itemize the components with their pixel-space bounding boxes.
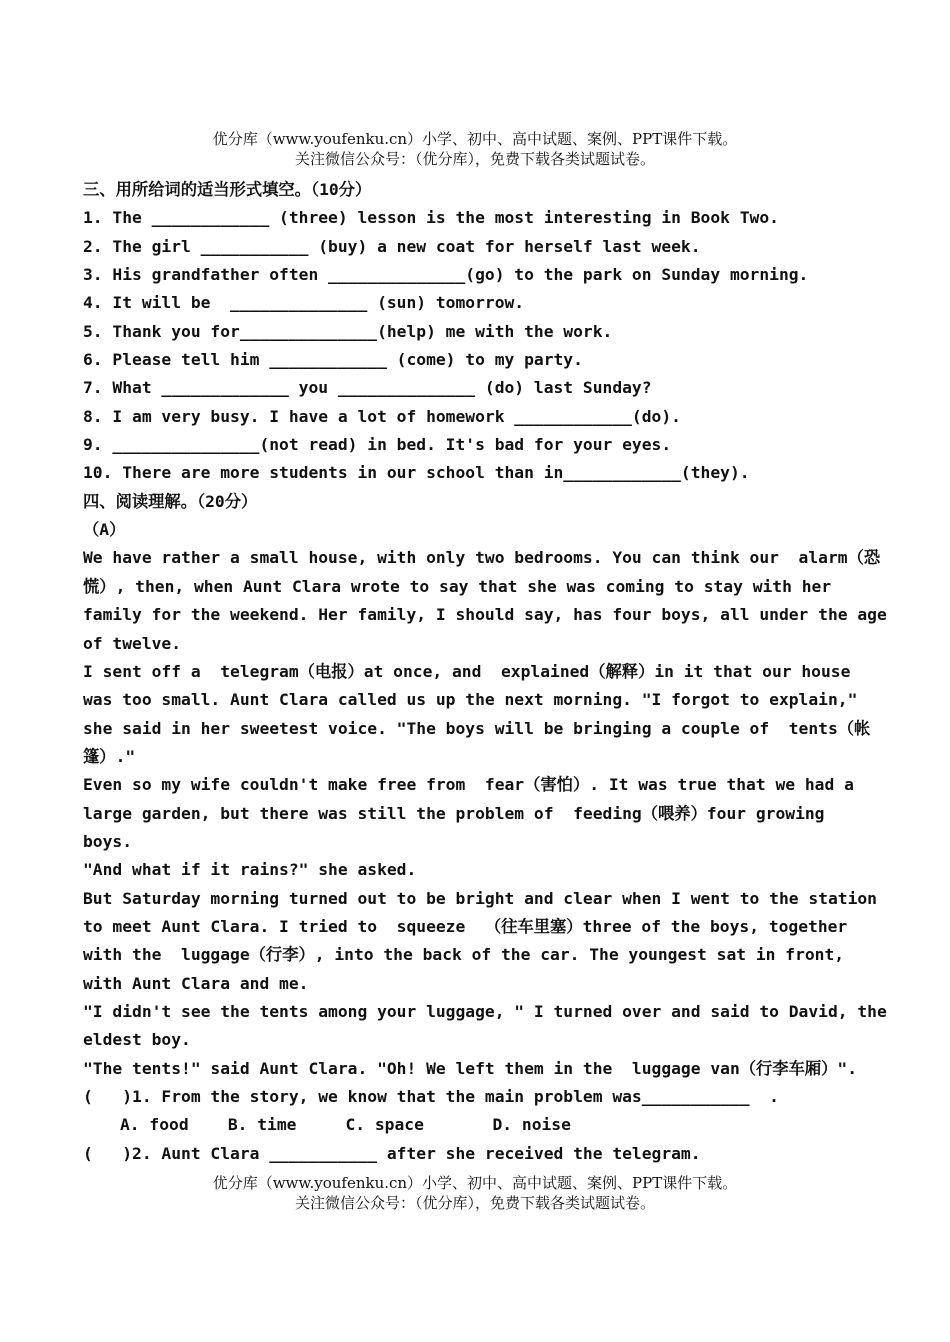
page-header [0,129,950,169]
fill-in-item: 2. The girl ___________ (buy) a new coat for herself last week. [83,236,701,256]
question-1-stem: ( )1. From the story, we know that the main problem was___________ . [83,1087,779,1106]
fill-in-item: 5. Thank you for______________(help) me with the work. [83,321,613,341]
footer-line-2: 关注微信公众号：（优分库），免费下载各类试题试卷。 [294,1194,655,1212]
passage-line: eldest boy. [83,1030,191,1050]
header-line-2: 关注微信公众号：（优分库），免费下载各类试题试卷。 [294,150,655,168]
fill-in-item: 10. There are more students in our school than in____________(they). [83,463,750,483]
fill-in-item: 7. What _____________ you ______________ (do) last Sunday? [83,378,652,398]
fill-in-item: 9. _______________(not read) in bed. It's bad for your eyes. [83,435,672,455]
passage-line: I sent off a telegram（电报）at once, and explained（解释）in it that our house [83,661,851,681]
fill-in-item: 1. The ____________ (three) lesson is the most interesting in Book Two. [83,208,779,228]
passage-line: family for the weekend. Her family, I should say, has four boys, all under the age [83,605,887,625]
question-2-stem: ( )2. Aunt Clara ___________ after she received the telegram. [83,1143,701,1163]
footer-line-1: 优分库（www.youfenku.cn）小学、初中、高中试题、案例、PPT课件下载。 [212,1174,738,1192]
passage-line: large garden, but there was still the problem of feeding（喂养）four growing [83,803,825,823]
section-4-title: 四、阅读理解。（20分） [83,491,258,511]
passage-line: 篷）." [83,746,136,766]
passage-line: she said in her sweetest voice. "The boys will be bringing a couple of tents（帐 [83,718,871,738]
document-body [83,176,887,1168]
passage-line: boys. [83,831,133,851]
passage-line: "And what if it rains?" she asked. [83,860,417,880]
passage-line: But Saturday morning turned out to be bright and clear when I went to the station [83,888,877,908]
fill-in-item: 6. Please tell him ____________ (come) to my party. [83,350,583,370]
passage-label: （A） [83,520,126,540]
passage-line: "The tents!" said Aunt Clara. "Oh! We left them in the luggage van（行李车厢）". [83,1058,858,1078]
passage-line: to meet Aunt Clara. I tried to squeeze （往车里塞）three of the boys, together [83,916,848,936]
passage-line: 慌）, then, when Aunt Clara wrote to say that she was coming to stay with her [83,576,832,596]
passage-line: with the luggage（行李）, into the back of the car. The youngest sat in front, [83,945,845,965]
passage-line: with Aunt Clara and me. [83,973,309,993]
fill-in-item: 8. I am very busy. I have a lot of homework ____________(do). [83,406,681,426]
page-footer [0,1173,950,1213]
passage-line: "I didn't see the tents among your luggage, " I turned over and said to David, the [83,1001,887,1021]
passage-line: was too small. Aunt Clara called us up the next morning. "I forgot to explain," [83,690,858,710]
fill-in-item: 4. It will be ______________ (sun) tomorrow. [83,293,525,313]
fill-in-item: 3. His grandfather often ______________(go) to the park on Sunday morning. [83,265,809,285]
passage-line: We have rather a small house, with only two bedrooms. You can think our alarm（恐 [83,548,881,568]
question-1-options: A. food B. time C. space D. noise [120,1115,571,1135]
passage-line: of twelve. [83,633,182,653]
passage-line: Even so my wife couldn't make free from fear（害怕）. It was true that we had a [83,775,854,795]
section-3-title: 三、用所给词的适当形式填空。（10分） [83,180,372,199]
header-line-1: 优分库（www.youfenku.cn）小学、初中、高中试题、案例、PPT课件下载。 [212,130,738,148]
